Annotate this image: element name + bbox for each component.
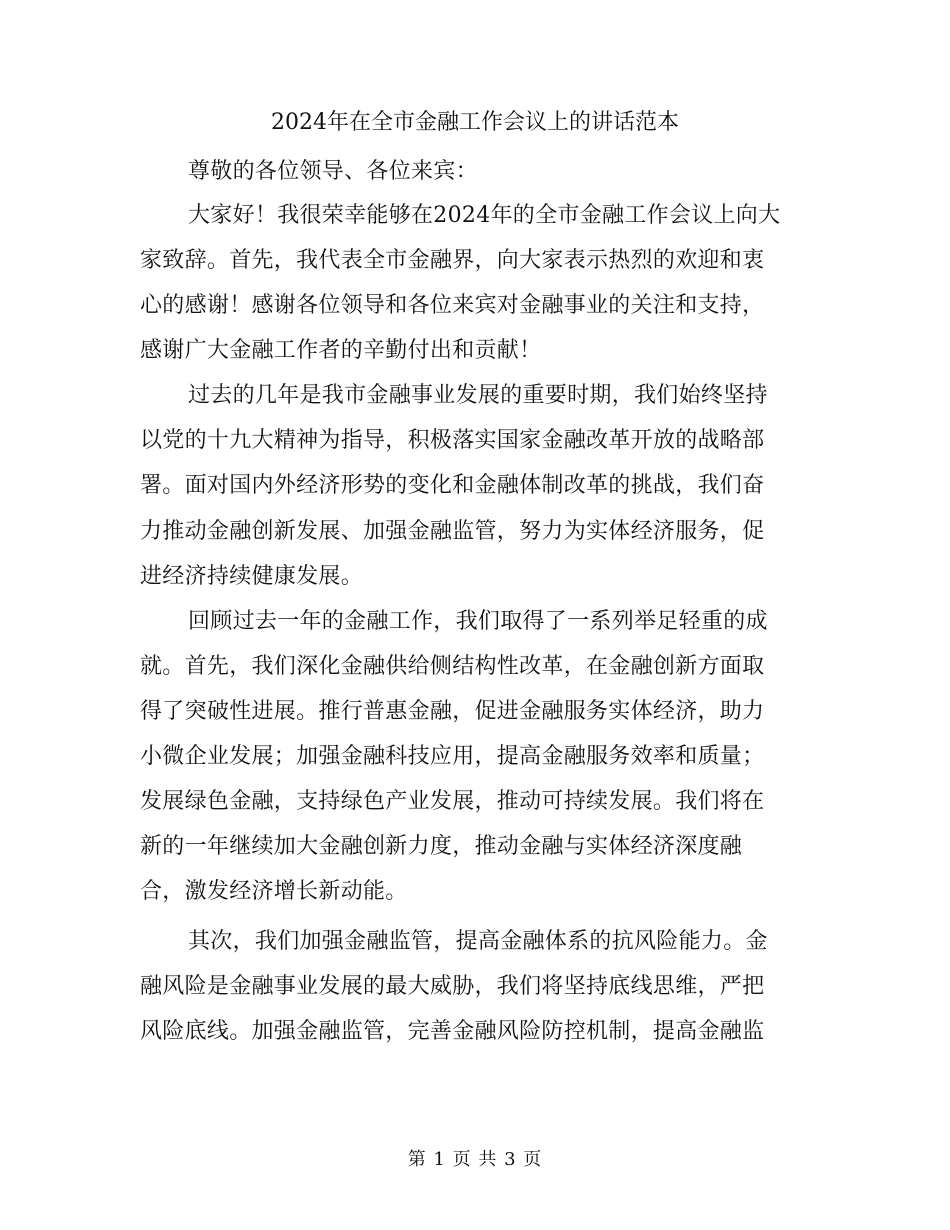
paragraph-line: 得了突破性进展。推行普惠金融，促进金融服务实体经济，助力 bbox=[140, 699, 765, 724]
paragraph-line: 大家好！我很荣幸能够在2024年的全市金融工作会议上向大 bbox=[188, 203, 781, 228]
page-number-footer: 第 1 页 共 3 页 bbox=[407, 1149, 543, 1170]
paragraph-line: 署。面对国内外经济形势的变化和金融体制改革的挑战，我们奋 bbox=[140, 473, 765, 498]
paragraph-line: 家致辞。首先，我代表全市金融界，向大家表示热烈的欢迎和衷 bbox=[140, 248, 765, 273]
paragraph-line: 回顾过去一年的金融工作，我们取得了一系列举足轻重的成 bbox=[188, 609, 768, 634]
paragraph-line: 进经济持续健康发展。 bbox=[140, 564, 364, 589]
paragraph-line: 合，激发经济增长新动能。 bbox=[140, 879, 408, 904]
paragraph-line: 风险底线。加强金融监管，完善金融风险防控机制，提高金融监 bbox=[140, 1019, 765, 1044]
salutation-line: 尊敬的各位领导、各位来宾： bbox=[188, 159, 478, 184]
paragraph-line: 就。首先，我们深化金融供给侧结构性改革，在金融创新方面取 bbox=[140, 654, 765, 679]
paragraph-line: 融风险是金融事业发展的最大威胁，我们将坚持底线思维，严把 bbox=[140, 974, 765, 999]
paragraph-line: 发展绿色金融，支持绿色产业发展，推动可持续发展。我们将在 bbox=[140, 789, 765, 814]
paragraph-line: 力推动金融创新发展、加强金融监管，努力为实体经济服务，促 bbox=[140, 519, 765, 544]
paragraph-line: 感谢广大金融工作者的辛勤付出和贡献！ bbox=[140, 338, 542, 363]
paragraph-line: 小微企业发展；加强金融科技应用，提高金融服务效率和质量； bbox=[140, 744, 765, 769]
paragraph-line: 心的感谢！感谢各位领导和各位来宾对金融事业的关注和支持， bbox=[140, 293, 765, 318]
paragraph-line: 其次，我们加强金融监管，提高金融体系的抗风险能力。金 bbox=[188, 929, 768, 954]
paragraph-line: 过去的几年是我市金融事业发展的重要时期，我们始终坚持 bbox=[188, 383, 768, 408]
paragraph-line: 以党的十九大精神为指导，积极落实国家金融改革开放的战略部 bbox=[140, 428, 765, 453]
paragraph-line: 新的一年继续加大金融创新力度，推动金融与实体经济深度融 bbox=[140, 834, 743, 859]
document-title: 2024年在全市金融工作会议上的讲话范本 bbox=[271, 110, 679, 135]
